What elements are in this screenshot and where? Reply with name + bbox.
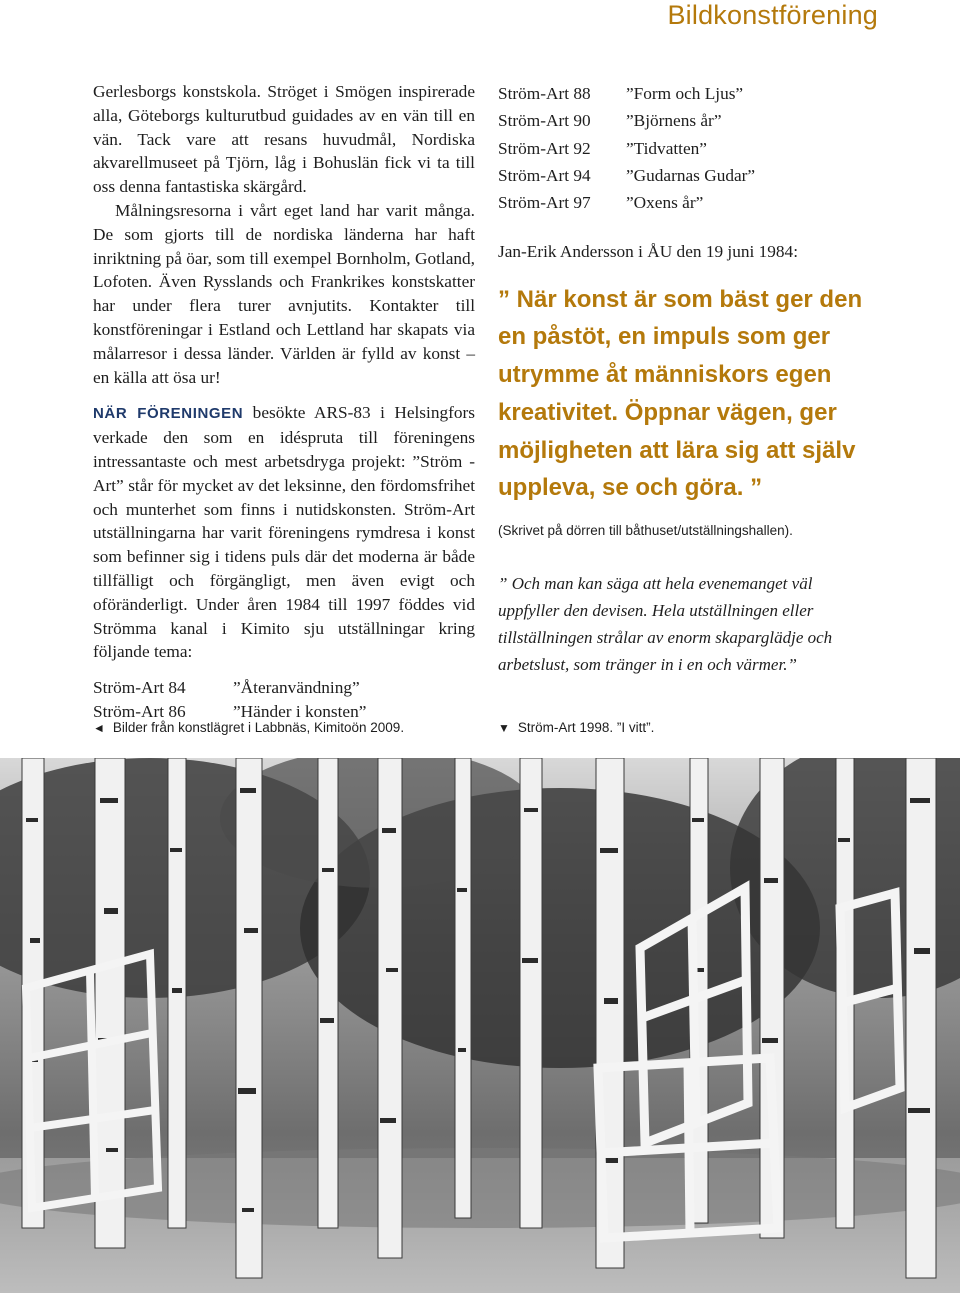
exhibition-row (498, 80, 878, 107)
right-column (498, 80, 878, 678)
italic-quote: ” Och man kan säga att hela evenemanget väl uppfyller den devisen. Hela utställningen eller tillställningen strålar av enorm skaparglädje och arbetslust, som tränger in i en och värmer.” (498, 574, 833, 675)
birch-window-photo (0, 758, 960, 1293)
pull-quote-note: (Skrivet på dörren till båthuset/utställningshallen). (498, 523, 793, 538)
caption-left (93, 720, 404, 735)
exhibition-name: Ström-Art 84 (93, 678, 186, 698)
exhibition-name: Ström-Art 88 (498, 84, 591, 103)
exhibition-theme: ”Björnens år” (626, 111, 722, 131)
paragraph-2: Målningsresorna i vårt eget land har varit många. De som gjorts till de nordiska länderna har haft inriktning på öar, som till exempel Bornholm, Gotland, Lofoten. Även Rysslands och Frankrikes konstskatter har under flera turer avnjutits. Kontakter till konstföreningar i Estland och Lettland har skapats via målarresor i dessa länder. Världen är fylld av konst – en källa att ösa ur! (93, 200, 475, 387)
pull-quote: ” När konst är som bäst ger den en påstöt, en impuls som ger utrymme åt människors egen kreativitet. Öppnar vägen, ger möjligheten att lära sig att själv uppleva, se och göra. ” (498, 285, 863, 502)
exhibition-name: Ström-Art 86 (93, 701, 186, 721)
page-section-title: Bildkonstförening (667, 0, 878, 30)
exhibition-theme: ”Tidvatten” (626, 138, 707, 158)
section-lead-in: NÄR FÖRENINGEN (93, 405, 244, 423)
exhibition-theme: ”Form och Ljus” (626, 84, 744, 103)
exhibition-row (498, 162, 878, 189)
paragraph-1: Gerlesborgs konstskola. Ströget i Smögen inspirerade alla, Göteborgs kulturutbud guidades av en vän till en vän. Tack vare att resans huvudmål, Nordiska akvarellmuseet på Tjörn, låg i Bohuslän fick vi ta till oss denna fantastiska skärgård. (93, 82, 475, 197)
exhibition-theme: ”Återanvändning” (233, 678, 360, 698)
exhibition-theme: ”Gudarnas Gudar” (626, 165, 756, 185)
caption-left-text: Bilder från konstlägret i Labbnäs, Kimitoön 2009. (112, 720, 405, 735)
exhibition-list-left (93, 676, 475, 724)
photo-illustration (0, 758, 960, 1293)
exhibition-theme: ”Oxens år” (626, 193, 704, 213)
exhibition-name: Ström-Art 92 (498, 138, 591, 158)
exhibition-row (498, 189, 878, 216)
exhibition-row (93, 676, 475, 700)
paragraph-3-body: besökte ARS-83 i Helsingfors verkade den som en idéspruta till föreningens intressantaste och mest arbetsdryga projekt: ”Ström - Art” står för mycket av det leksinne, den fördomsfrihet och munterhet som finns i nutidskonsten. Ström-Art utställningarna har varit föreningens rymdresa i konst som befinner sig i tidens puls där det moderna är både tillfälligt och förgängligt, men även evigt och oföränderligt. Under åren 1984 till 1997 föddes vid Strömma kanal i Kimito sju utställningar kring följande tema: (93, 403, 475, 662)
exhibition-list-right (498, 80, 878, 216)
exhibition-theme: ”Händer i konsten” (233, 701, 367, 721)
caption-right (498, 720, 654, 735)
caption-right-text: Ström-Art 1998. ”I vitt”. (517, 720, 655, 735)
left-arrow-icon: ◄ (93, 720, 105, 735)
down-arrow-icon: ▼ (498, 720, 510, 735)
exhibition-row (498, 135, 878, 162)
paragraph-3 (93, 401, 475, 664)
left-column (93, 80, 475, 724)
exhibition-name: Ström-Art 90 (498, 111, 591, 131)
quote-attribution: Jan-Erik Andersson i ÅU den 19 juni 1984: (498, 242, 798, 262)
exhibition-row (498, 107, 878, 134)
exhibition-name: Ström-Art 94 (498, 165, 591, 185)
exhibition-name: Ström-Art 97 (498, 193, 591, 213)
